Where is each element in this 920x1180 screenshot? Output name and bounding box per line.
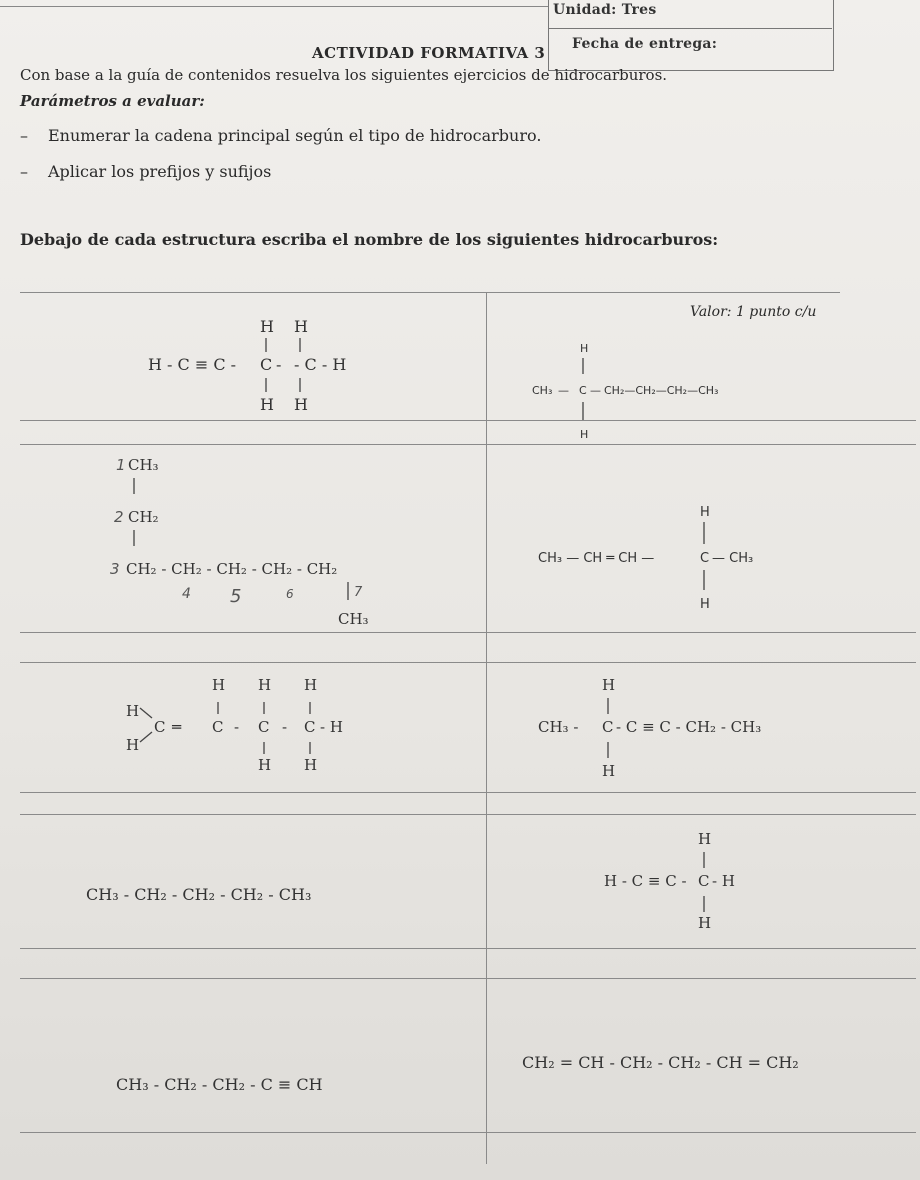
atom-h: H xyxy=(700,505,710,520)
atom-h: H xyxy=(580,428,589,441)
table-rule xyxy=(20,792,916,793)
atom-h: H xyxy=(258,676,272,694)
main-chain: CH₂ - CH₂ - CH₂ - CH₂ - CH₂ xyxy=(126,560,338,578)
bond: - xyxy=(282,718,288,736)
formula: CH₃ - CH₂ - CH₂ - C ≡ CH xyxy=(116,1075,323,1094)
alkyne-fragment: H - C ≡ C - xyxy=(148,355,237,374)
criterion-text: Aplicar los prefijos y sufijos xyxy=(48,162,272,181)
atom-h: H xyxy=(700,597,710,612)
table-rule xyxy=(20,948,916,949)
table-rule xyxy=(20,632,916,633)
chain: CH₂—CH₂—CH₂—CH₃ xyxy=(604,384,719,397)
methyl-group: CH₃ xyxy=(532,384,553,397)
activity-title: ACTIVIDAD FORMATIVA 3 xyxy=(312,44,546,62)
atom-h: H xyxy=(126,702,140,720)
table-rule xyxy=(20,292,840,293)
atom-c: C xyxy=(698,872,710,890)
bond: - xyxy=(276,355,282,374)
header-divider xyxy=(548,28,832,29)
atom-c: C xyxy=(579,384,587,397)
methyl-end: — CH₃ xyxy=(712,551,754,566)
instruction-text: Debajo de cada estructura escriba el nombre de los siguientes hidrocarburos: xyxy=(20,230,719,249)
table-rule xyxy=(20,1132,916,1133)
criterion-dash: – xyxy=(20,126,28,145)
structure-8 xyxy=(602,828,802,938)
table-rule xyxy=(20,978,916,979)
formula: CH₂ = CH - CH₂ - CH₂ - CH = CH₂ xyxy=(522,1053,799,1072)
header-rule xyxy=(0,6,548,7)
atom-c: C xyxy=(258,718,270,736)
methyl-group: CH₃ xyxy=(128,456,159,474)
atom-c: C xyxy=(700,551,710,566)
structure-5 xyxy=(124,672,384,792)
formula: CH₃ - CH₂ - CH₂ - CH₂ - CH₃ xyxy=(86,885,312,904)
methyl-group: CH₃ xyxy=(338,610,369,628)
criterion-text: Enumerar la cadena principal según el tipo de hidrocarburo. xyxy=(48,126,542,145)
structure-9 xyxy=(116,1066,446,1100)
structure-4 xyxy=(538,500,838,620)
atom-h: H xyxy=(260,317,274,336)
methylene-group: CH₂ xyxy=(128,508,159,526)
structure-3 xyxy=(92,450,432,630)
points-value: Valor: 1 punto c/u xyxy=(690,304,817,320)
atom-h: H xyxy=(294,317,308,336)
bond: — xyxy=(590,384,601,397)
end-fragment: - H xyxy=(712,872,735,890)
table-column-divider xyxy=(486,292,487,1164)
position-number: 6 xyxy=(286,587,294,601)
double-bond: ═ xyxy=(172,718,182,736)
position-number: 4 xyxy=(182,586,191,602)
structure-2 xyxy=(528,338,828,448)
intro-text: Con base a la guía de contenidos resuelva los siguientes ejercicios de hidrocarburos. xyxy=(20,66,668,84)
atom-h: H xyxy=(126,736,140,754)
atom-c: C xyxy=(260,355,273,374)
atom-c: C xyxy=(304,718,316,736)
structure-6 xyxy=(534,672,834,792)
table-rule xyxy=(20,814,916,815)
end-fragment: - H xyxy=(320,718,343,736)
structures-table xyxy=(20,292,916,1164)
bond: — xyxy=(558,384,569,397)
atom-h: H xyxy=(602,676,616,694)
position-number: 2 xyxy=(114,508,124,526)
alkyne-fragment: - C ≡ C - CH₂ - CH₃ xyxy=(616,718,762,736)
atom-h: H xyxy=(304,756,318,774)
position-number: 3 xyxy=(110,560,120,578)
atom-c: C xyxy=(212,718,224,736)
criterion-2 xyxy=(20,162,271,181)
position-number: 5 xyxy=(230,586,242,607)
methyl-start: CH₃ - xyxy=(538,718,579,736)
atom-h: H xyxy=(304,676,318,694)
bond: - xyxy=(234,718,240,736)
criterion-1 xyxy=(20,126,541,145)
atom-h: H xyxy=(260,395,274,414)
atom-h: H xyxy=(698,830,712,848)
atom-h: H xyxy=(258,756,272,774)
structure-10 xyxy=(522,1044,912,1078)
due-date-label: Fecha de entrega: xyxy=(572,36,718,52)
structure-7 xyxy=(86,876,406,910)
atom-c: C xyxy=(154,718,166,736)
criterion-dash: – xyxy=(20,162,28,181)
atom-h: H xyxy=(698,914,712,932)
table-rule xyxy=(20,662,916,663)
unit-label: Unidad: Tres xyxy=(553,2,657,18)
position-number: 7 xyxy=(354,585,363,600)
alkene-fragment: CH₃ — CH ═ CH — xyxy=(538,551,655,566)
alkyne-fragment: H - C ≡ C - xyxy=(604,872,687,890)
atom-h: H xyxy=(602,762,616,780)
atom-h: H xyxy=(294,395,308,414)
atom-c: C xyxy=(602,718,614,736)
atom-h: H xyxy=(212,676,226,694)
structure-1 xyxy=(140,310,400,420)
atom-h: H xyxy=(580,342,589,355)
params-title: Parámetros a evaluar: xyxy=(20,92,205,110)
position-number: 1 xyxy=(116,456,126,474)
end-fragment: - C - H xyxy=(294,355,347,374)
